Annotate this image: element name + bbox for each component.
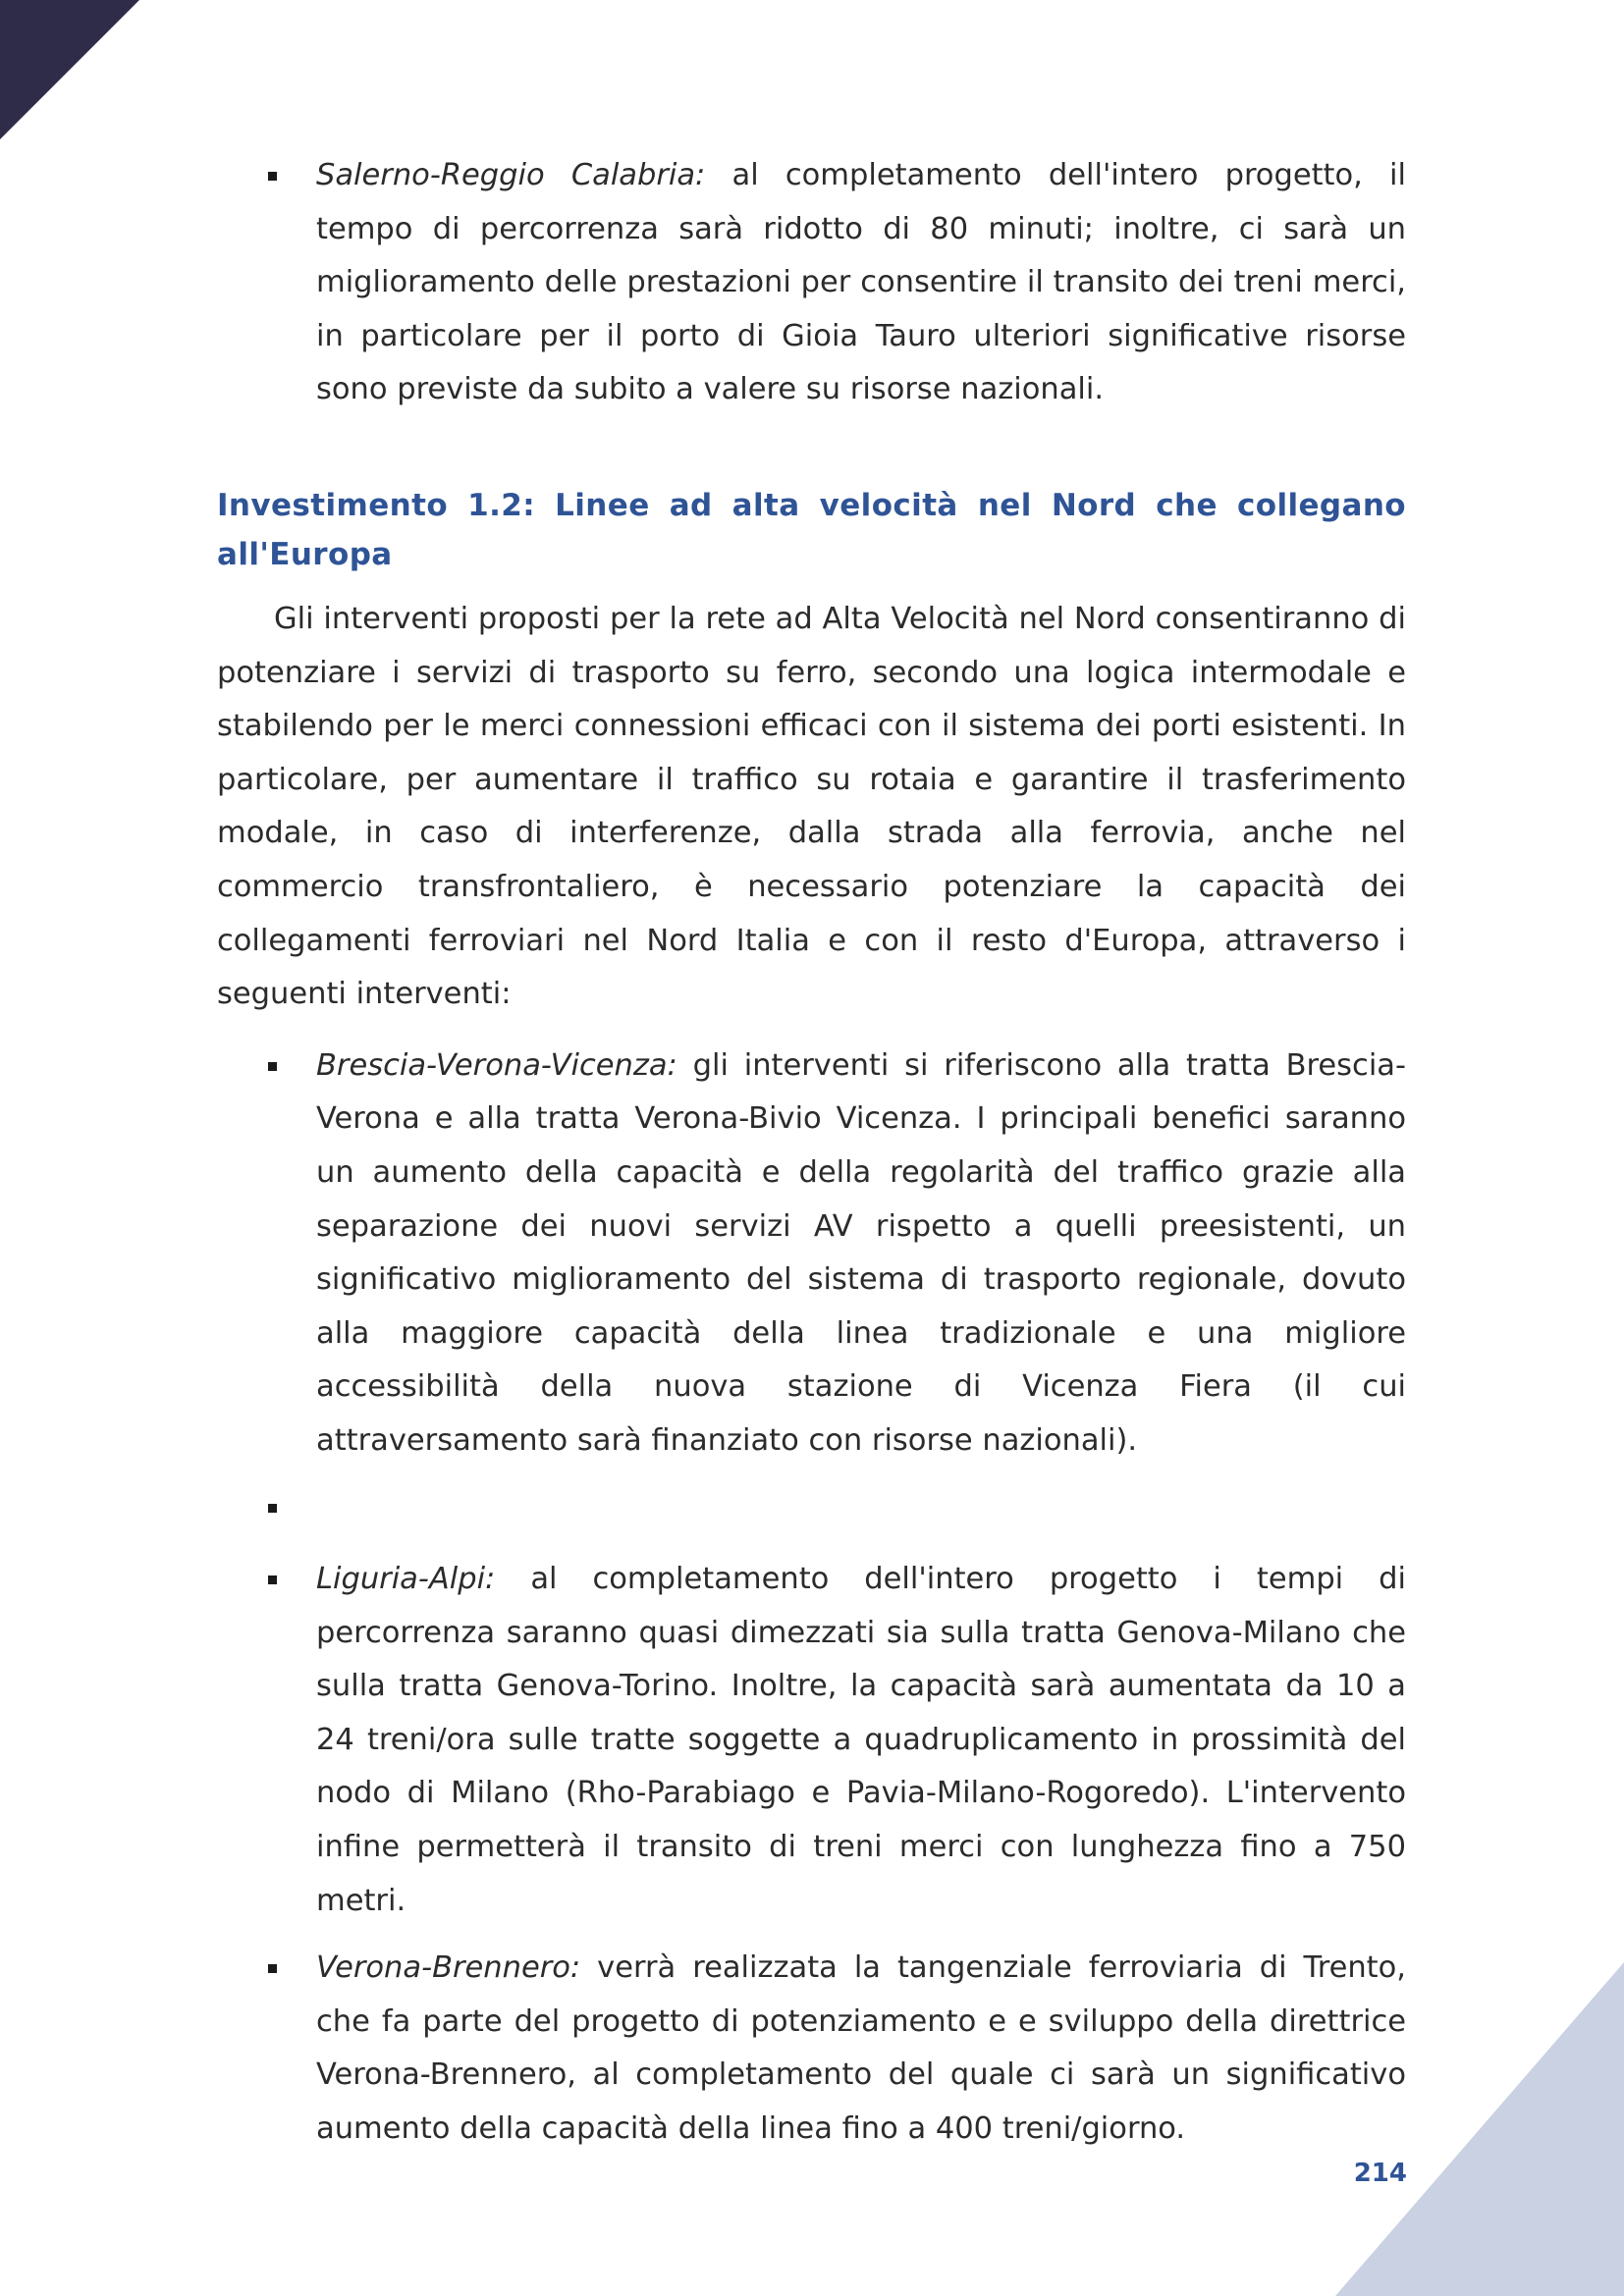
square-bullet-icon xyxy=(268,1062,277,1071)
section-intro-paragraph: Gli interventi proposti per la rete ad Alta Velocità nel Nord consentiranno di potenziare i servizi di trasporto su ferro, secondo una logica intermodale e stabilendo per le merci connessioni efficaci con il sistema dei porti esistenti. In particolare, per aumentare il traffico su rotaia e garantire il trasferimento modale, in caso di interferenze, dalla strada alla ferrovia, anche nel commercio transfrontaliero, è necessario potenziare la capacità dei collegamenti ferroviari nel Nord Italia e con il resto d'Europa, attraverso i seguenti interventi: xyxy=(217,601,1406,1012)
square-bullet-icon xyxy=(268,1504,277,1513)
list-item-lead: Verona-Brennero: xyxy=(316,1950,581,1986)
list-item-lead: Salerno-Reggio Calabria: xyxy=(316,158,706,192)
list-item-text: al completamento dell'intero progetto i tempi di percorrenza saranno quasi dimezzati sia sulla tratta Genova-Milano che sulla tratta Genova-Torino. Inoltre, la capacità sarà aumentata da 10 a 24 treni/ora sulle tratte soggette a quadruplicamento in prossimità del nodo di Milano (Rho-Parabiago e Pavia-Milano-Rogoredo). L'intervento infine permetterà il transito di treni merci con lunghezza fino a 750 metri. xyxy=(316,1562,1406,1918)
list-item-text: gli interventi si riferiscono alla tratta Brescia-Verona e alla tratta Verona-Bivio Vicenza. I principali benefici saranno un aumento della capacità e della regolarità del traffico grazie alla separazione dei nuovi servizi AV rispetto a quelli preesistenti, un significativo miglioramento del sistema di trasporto regionale, dovuto alla maggiore capacità della linea tradizionale e una migliore accessibilità della nuova stazione di Vicenza Fiera (il cui attraversamento sarà finanziato con risorse nazionali). xyxy=(316,1047,1406,1458)
page-number: 214 xyxy=(1353,2159,1407,2188)
list-item-empty xyxy=(217,1481,1406,1535)
interventions-list xyxy=(217,1040,1406,2157)
list-item xyxy=(217,149,1406,417)
list-item-text: al completamento dell'intero progetto, il tempo di percorrenza sarà ridotto di 80 minuti; inoltre, ci sarà un miglioramento delle prestazioni per consentire il transito dei treni merci, in particolare per il porto di Gioia Tauro ulteriori significative risorse sono previste da subito a valere su risorse nazionali. xyxy=(316,158,1407,407)
list-item xyxy=(217,1040,1406,1468)
corner-decoration-top-left xyxy=(0,0,139,139)
section-title: Investimento 1.2: Linee ad alta velocità nel Nord che collegano all'Europa xyxy=(217,487,1406,572)
square-bullet-icon xyxy=(268,1964,277,1973)
list-item-lead: Liguria-Alpi: xyxy=(316,1562,496,1597)
square-bullet-icon xyxy=(268,172,277,181)
top-bullet-list xyxy=(217,149,1406,417)
page-content xyxy=(217,149,1406,2170)
list-item-lead: Brescia-Verona-Vicenza: xyxy=(316,1047,677,1083)
list-item xyxy=(217,1553,1406,1928)
square-bullet-icon xyxy=(268,1575,277,1584)
list-item xyxy=(217,1942,1406,2156)
list-item-text: verrà realizzata la tangenziale ferroviaria di Trento, che fa parte del progetto di potenziamento e e sviluppo della direttrice Verona-Brennero, al completamento del quale ci sarà un significativo aumento della capacità della linea fino a 400 treni/giorno. xyxy=(316,1950,1406,2146)
